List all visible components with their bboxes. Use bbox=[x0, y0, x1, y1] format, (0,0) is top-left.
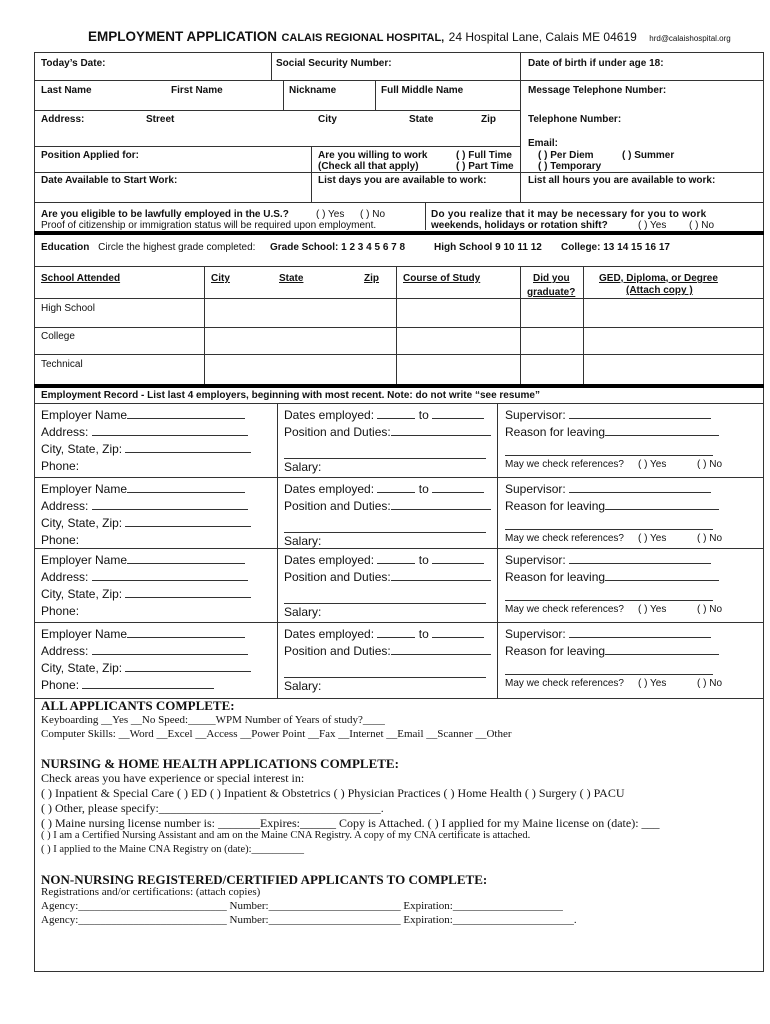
employer-3-reason[interactable]: Reason for leaving bbox=[505, 570, 719, 584]
hospital-email: hrd@calaishospital.org bbox=[649, 34, 731, 43]
employer-4-supervisor[interactable]: Supervisor: bbox=[505, 627, 711, 641]
registrations-line: Registrations and/or certifications: (attach copies) bbox=[41, 886, 261, 898]
position-label: Position Applied for: bbox=[41, 150, 139, 161]
employer-4-city[interactable]: City, State, Zip: bbox=[41, 661, 251, 675]
hospital-name: CALAIS REGIONAL HOSPITAL, bbox=[281, 32, 445, 44]
nursing-heading: NURSING & HOME HEALTH APPLICATIONS COMPLETE: bbox=[41, 756, 399, 771]
state-label: State bbox=[409, 114, 434, 125]
last-name-label: Last Name bbox=[41, 85, 92, 96]
willing-label-1: Are you willing to work bbox=[318, 150, 428, 161]
rotation-question-1: Do you realize that it may be necessary for you to work bbox=[431, 209, 707, 220]
summer-option[interactable]: ( ) Summer bbox=[622, 150, 675, 161]
telephone-label: Telephone Number: bbox=[528, 114, 622, 125]
employer-2-reason[interactable]: Reason for leaving bbox=[505, 499, 719, 513]
edu-state-header: State bbox=[279, 273, 304, 284]
course-header: Course of Study bbox=[403, 273, 481, 284]
employer-1-supervisor[interactable]: Supervisor: bbox=[505, 408, 711, 422]
nursing-check-line: Check areas you have experience or special interest in: bbox=[41, 771, 305, 785]
employer-3-supervisor[interactable]: Supervisor: bbox=[505, 553, 711, 567]
part-time-option[interactable]: ( ) Part Time bbox=[456, 161, 514, 172]
employer-3-position[interactable]: Position and Duties: bbox=[284, 570, 491, 584]
employer-3-references: May we check references? bbox=[505, 604, 624, 615]
employment-record-header: Employment Record - List last 4 employers, beginning with most recent. Note: do not write “see resume” bbox=[41, 390, 540, 401]
employer-2-phone[interactable]: Phone: bbox=[41, 533, 80, 547]
edu-row-technical: Technical bbox=[41, 359, 83, 370]
employer-2-dates[interactable]: Dates employed: to bbox=[284, 482, 484, 496]
hours-available-label: List all hours you are available to work: bbox=[528, 175, 716, 186]
eligibility-question: Are you eligible to be lawfully employed in the U.S.? bbox=[41, 209, 289, 220]
education-label: Education bbox=[41, 242, 90, 253]
degree-header-2: (Attach copy ) bbox=[626, 285, 693, 296]
computer-skills-line[interactable]: Computer Skills: __Word __Excel __Access __Power Point __Fax __Internet __Email __Scanner __Other bbox=[41, 728, 512, 740]
employer-3-ref-no[interactable]: ( ) No bbox=[697, 604, 722, 615]
cna-applied-line[interactable]: ( ) I applied to the Maine CNA Registry on (date):__________ bbox=[41, 844, 305, 855]
employer-4-ref-yes[interactable]: ( ) Yes bbox=[638, 678, 667, 689]
grade-school-grades[interactable]: Grade School: 1 2 3 4 5 6 7 8 bbox=[270, 242, 406, 253]
dob-label: Date of birth if under age 18: bbox=[528, 58, 664, 69]
non-nursing-heading: NON-NURSING REGISTERED/CERTIFIED APPLICANTS TO COMPLETE: bbox=[41, 872, 488, 887]
graduate-header-2: graduate? bbox=[527, 287, 576, 298]
full-time-option[interactable]: ( ) Full Time bbox=[456, 150, 512, 161]
high-school-grades[interactable]: High School 9 10 11 12 bbox=[434, 242, 542, 253]
school-attended-header: School Attended bbox=[41, 273, 121, 284]
form-title: EMPLOYMENT APPLICATION bbox=[88, 29, 277, 44]
employer-1-reason[interactable]: Reason for leaving bbox=[505, 425, 719, 439]
proof-note: Proof of citizenship or immigration status will be required upon employment. bbox=[41, 220, 377, 231]
street-label: Street bbox=[146, 114, 175, 125]
employer-2-supervisor[interactable]: Supervisor: bbox=[505, 482, 711, 496]
employer-3-address[interactable]: Address: bbox=[41, 570, 248, 584]
employer-2-references: May we check references? bbox=[505, 533, 624, 544]
employer-3-ref-yes[interactable]: ( ) Yes bbox=[638, 604, 667, 615]
ssn-label: Social Security Number: bbox=[276, 58, 392, 69]
employer-2-position[interactable]: Position and Duties: bbox=[284, 499, 491, 513]
edu-row-high-school: High School bbox=[41, 303, 95, 314]
edu-zip-header: Zip bbox=[364, 273, 379, 284]
employer-1-ref-no[interactable]: ( ) No bbox=[697, 459, 722, 470]
form-header bbox=[88, 28, 731, 46]
employer-3-salary[interactable]: Salary: bbox=[284, 605, 322, 619]
employer-4-ref-no[interactable]: ( ) No bbox=[697, 678, 722, 689]
employer-4-name[interactable]: Employer Name bbox=[41, 627, 245, 641]
nursing-license-line[interactable]: ( ) Maine nursing license number is: _______Expires:______ Copy is Attached. ( ) I applied for my Maine license on (date): ___ bbox=[41, 816, 660, 830]
employer-2-address[interactable]: Address: bbox=[41, 499, 248, 513]
college-grades[interactable]: College: 13 14 15 16 17 bbox=[561, 242, 670, 253]
keyboarding-line[interactable]: Keyboarding __Yes __No Speed:_____WPM Number of Years of study?____ bbox=[41, 714, 385, 726]
hospital-address: 24 Hospital Lane, Calais ME 04619 bbox=[448, 30, 637, 44]
agency-line-2[interactable]: Agency:___________________________ Number:________________________ Expiration:______________________. bbox=[41, 914, 577, 926]
employer-2-ref-no[interactable]: ( ) No bbox=[697, 533, 722, 544]
employer-2-city[interactable]: City, State, Zip: bbox=[41, 516, 251, 530]
employer-1-address[interactable]: Address: bbox=[41, 425, 248, 439]
employer-1-name[interactable]: Employer Name bbox=[41, 408, 245, 422]
employer-1-ref-yes[interactable]: ( ) Yes bbox=[638, 459, 667, 470]
employer-4-reason[interactable]: Reason for leaving bbox=[505, 644, 719, 658]
employer-4-dates[interactable]: Dates employed: to bbox=[284, 627, 484, 641]
per-diem-option[interactable]: ( ) Per Diem bbox=[538, 150, 594, 161]
agency-line-1[interactable]: Agency:___________________________ Number:________________________ Expiration:____________________ bbox=[41, 900, 563, 912]
todays-date-label: Today’s Date: bbox=[41, 58, 106, 69]
temporary-option[interactable]: ( ) Temporary bbox=[538, 161, 602, 172]
employer-3-name[interactable]: Employer Name bbox=[41, 553, 245, 567]
edu-row-college: College bbox=[41, 331, 75, 342]
education-instruction: Circle the highest grade completed: bbox=[98, 242, 256, 253]
employer-3-phone[interactable]: Phone: bbox=[41, 604, 80, 618]
zip-label: Zip bbox=[481, 114, 496, 125]
all-applicants-heading: ALL APPLICANTS COMPLETE: bbox=[41, 698, 235, 713]
employer-3-city[interactable]: City, State, Zip: bbox=[41, 587, 251, 601]
degree-header-1: GED, Diploma, or Degree bbox=[599, 273, 718, 284]
willing-label-2: (Check all that apply) bbox=[318, 161, 419, 172]
employer-4-phone[interactable]: Phone: bbox=[41, 678, 214, 692]
rotation-yes[interactable]: ( ) Yes bbox=[638, 220, 667, 231]
employer-1-salary[interactable]: Salary: bbox=[284, 460, 322, 474]
eligible-no[interactable]: ( ) No bbox=[360, 209, 385, 220]
cna-registry-line[interactable]: ( ) I am a Certified Nursing Assistant and am on the Maine CNA Registry. A copy of my CNA certificate is attached. bbox=[41, 830, 531, 841]
employer-2-salary[interactable]: Salary: bbox=[284, 534, 322, 548]
employer-1-references: May we check references? bbox=[505, 459, 624, 470]
nickname-label: Nickname bbox=[289, 85, 337, 96]
first-name-label: First Name bbox=[171, 85, 223, 96]
start-date-label: Date Available to Start Work: bbox=[41, 175, 178, 186]
employer-4-position[interactable]: Position and Duties: bbox=[284, 644, 491, 658]
days-available-label: List days you are available to work: bbox=[318, 175, 487, 186]
employer-1-position[interactable]: Position and Duties: bbox=[284, 425, 491, 439]
nursing-other-line[interactable]: ( ) Other, please specify:_____________________________________. bbox=[41, 801, 384, 815]
eligible-yes[interactable]: ( ) Yes bbox=[316, 209, 345, 220]
edu-city-header: City bbox=[211, 273, 230, 284]
employer-2-ref-yes[interactable]: ( ) Yes bbox=[638, 533, 667, 544]
rotation-question-2: weekends, holidays or rotation shift? bbox=[431, 220, 608, 231]
graduate-header-1: Did you bbox=[533, 273, 570, 284]
email-label: Email: bbox=[528, 138, 559, 149]
employer-4-references: May we check references? bbox=[505, 678, 624, 689]
employer-1-city[interactable]: City, State, Zip: bbox=[41, 442, 251, 456]
nursing-areas-line[interactable]: ( ) Inpatient & Special Care ( ) ED ( ) Inpatient & Obstetrics ( ) Physician Practices ( ) Home Health ( ) Surgery ( ) PACU bbox=[41, 786, 625, 800]
message-phone-label: Message Telephone Number: bbox=[528, 85, 667, 96]
employer-3-dates[interactable]: Dates employed: to bbox=[284, 553, 484, 567]
middle-name-label: Full Middle Name bbox=[381, 85, 464, 96]
address-label: Address: bbox=[41, 114, 85, 125]
employer-4-address[interactable]: Address: bbox=[41, 644, 248, 658]
employer-4-salary[interactable]: Salary: bbox=[284, 679, 322, 693]
education-row bbox=[41, 242, 255, 253]
rotation-no[interactable]: ( ) No bbox=[689, 220, 714, 231]
employer-1-phone[interactable]: Phone: bbox=[41, 459, 80, 473]
city-label: City bbox=[318, 114, 337, 125]
employer-1-dates[interactable]: Dates employed: to bbox=[284, 408, 484, 422]
employer-2-name[interactable]: Employer Name bbox=[41, 482, 245, 496]
